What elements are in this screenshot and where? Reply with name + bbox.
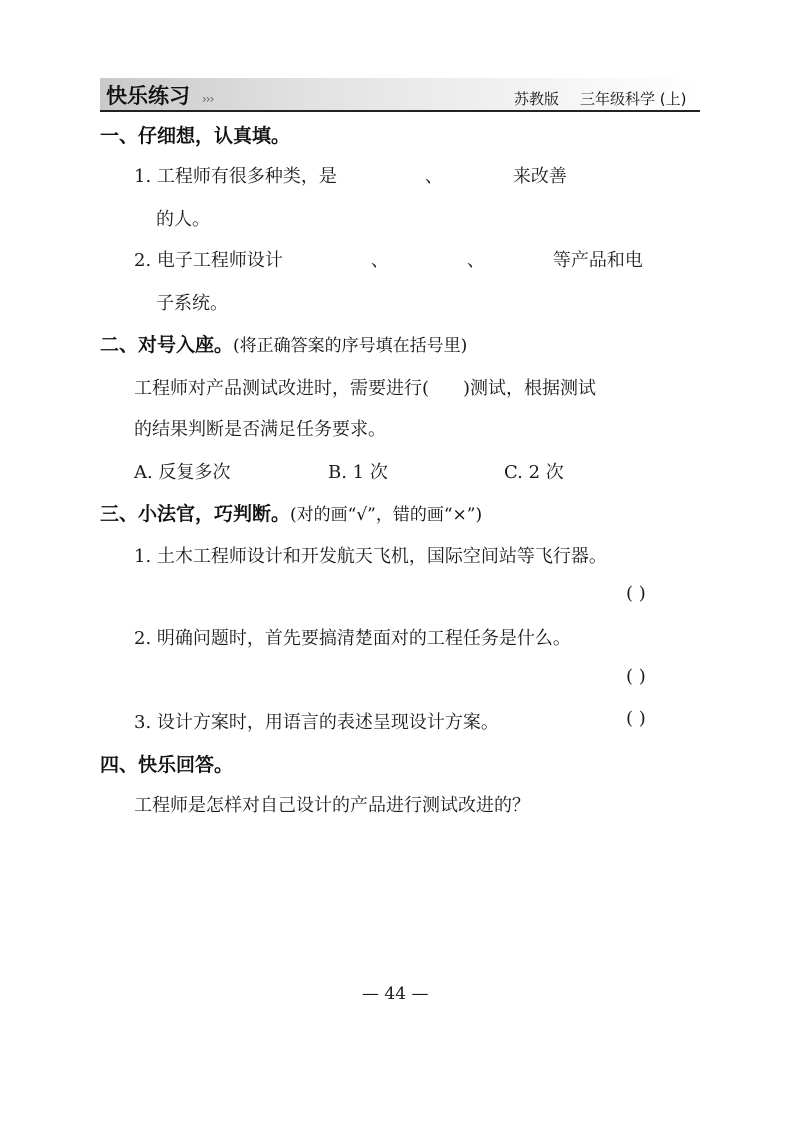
option-b[interactable]: B. 1 次 — [328, 462, 388, 483]
judgment-item-3: 3. 设计方案时，用语言的表述呈现设计方案。 — [134, 712, 499, 733]
page-number: — 44 — — [362, 984, 429, 1004]
question-1-2-part-a: 2. 电子工程师设计 — [134, 250, 283, 271]
open-question: 工程师是怎样对自己设计的产品进行测试改进的？ — [134, 795, 530, 816]
blank-separator: 、 — [370, 250, 389, 271]
question-2-stem-b: )测试，根据测试 — [463, 378, 597, 399]
question-2-stem — [134, 374, 596, 400]
blank-separator: 、 — [424, 166, 443, 187]
section-4-title: 四、快乐回答。 — [100, 754, 234, 776]
question-1-1-continuation: 的人。 — [156, 209, 210, 230]
judgment-answer-paren-1[interactable]: ( ) — [626, 583, 646, 604]
section-3-heading: 三、小法官，巧判断。 — [100, 503, 291, 525]
judgment-answer-paren-2[interactable]: ( ) — [626, 666, 646, 687]
option-a[interactable]: A. 反复多次 — [134, 462, 231, 483]
option-c[interactable]: C. 2 次 — [504, 462, 564, 483]
question-1-1-part-a: 1. 工程师有很多种类，是 — [134, 166, 337, 187]
section-2-instruction: (将正确答案的序号填在括号里) — [233, 336, 468, 356]
section-2-heading: 二、对号入座。 — [100, 334, 234, 356]
section-2-title — [100, 330, 467, 357]
subject-label: 三年级科学 (上) — [580, 90, 687, 108]
edition-label: 苏教版 — [514, 90, 560, 108]
question-1-2-continuation: 子系统。 — [156, 293, 228, 314]
section-3-instruction: (对的画“√”，错的画“×”) — [290, 505, 483, 525]
section-3-title — [100, 499, 482, 526]
judgment-answer-paren-3[interactable]: ( ) — [626, 708, 646, 729]
question-2-stem-continuation: 的结果判断是否满足任务要求。 — [134, 419, 386, 440]
judgment-item-1: 1. 土木工程师设计和开发航天飞机，国际空间站等飞行器。 — [134, 546, 607, 567]
question-1-2 — [134, 246, 643, 272]
question-1-2-part-b: 等产品和电 — [552, 250, 643, 271]
question-1-1-part-b: 来改善 — [512, 166, 567, 187]
header-rule — [100, 110, 700, 112]
judgment-item-2: 2. 明确问题时，首先要搞清楚面对的工程任务是什么。 — [134, 628, 571, 649]
section-1-title: 一、仔细想，认真填。 — [100, 125, 291, 147]
title-chevrons-icon: ››› — [202, 92, 214, 106]
question-2-stem-a: 工程师对产品测试改进时，需要进行( — [134, 378, 430, 399]
answer-area[interactable] — [134, 830, 694, 970]
question-1-1 — [134, 162, 567, 188]
workbook-title: 快乐练习 — [106, 84, 190, 108]
blank-separator: 、 — [466, 250, 485, 271]
